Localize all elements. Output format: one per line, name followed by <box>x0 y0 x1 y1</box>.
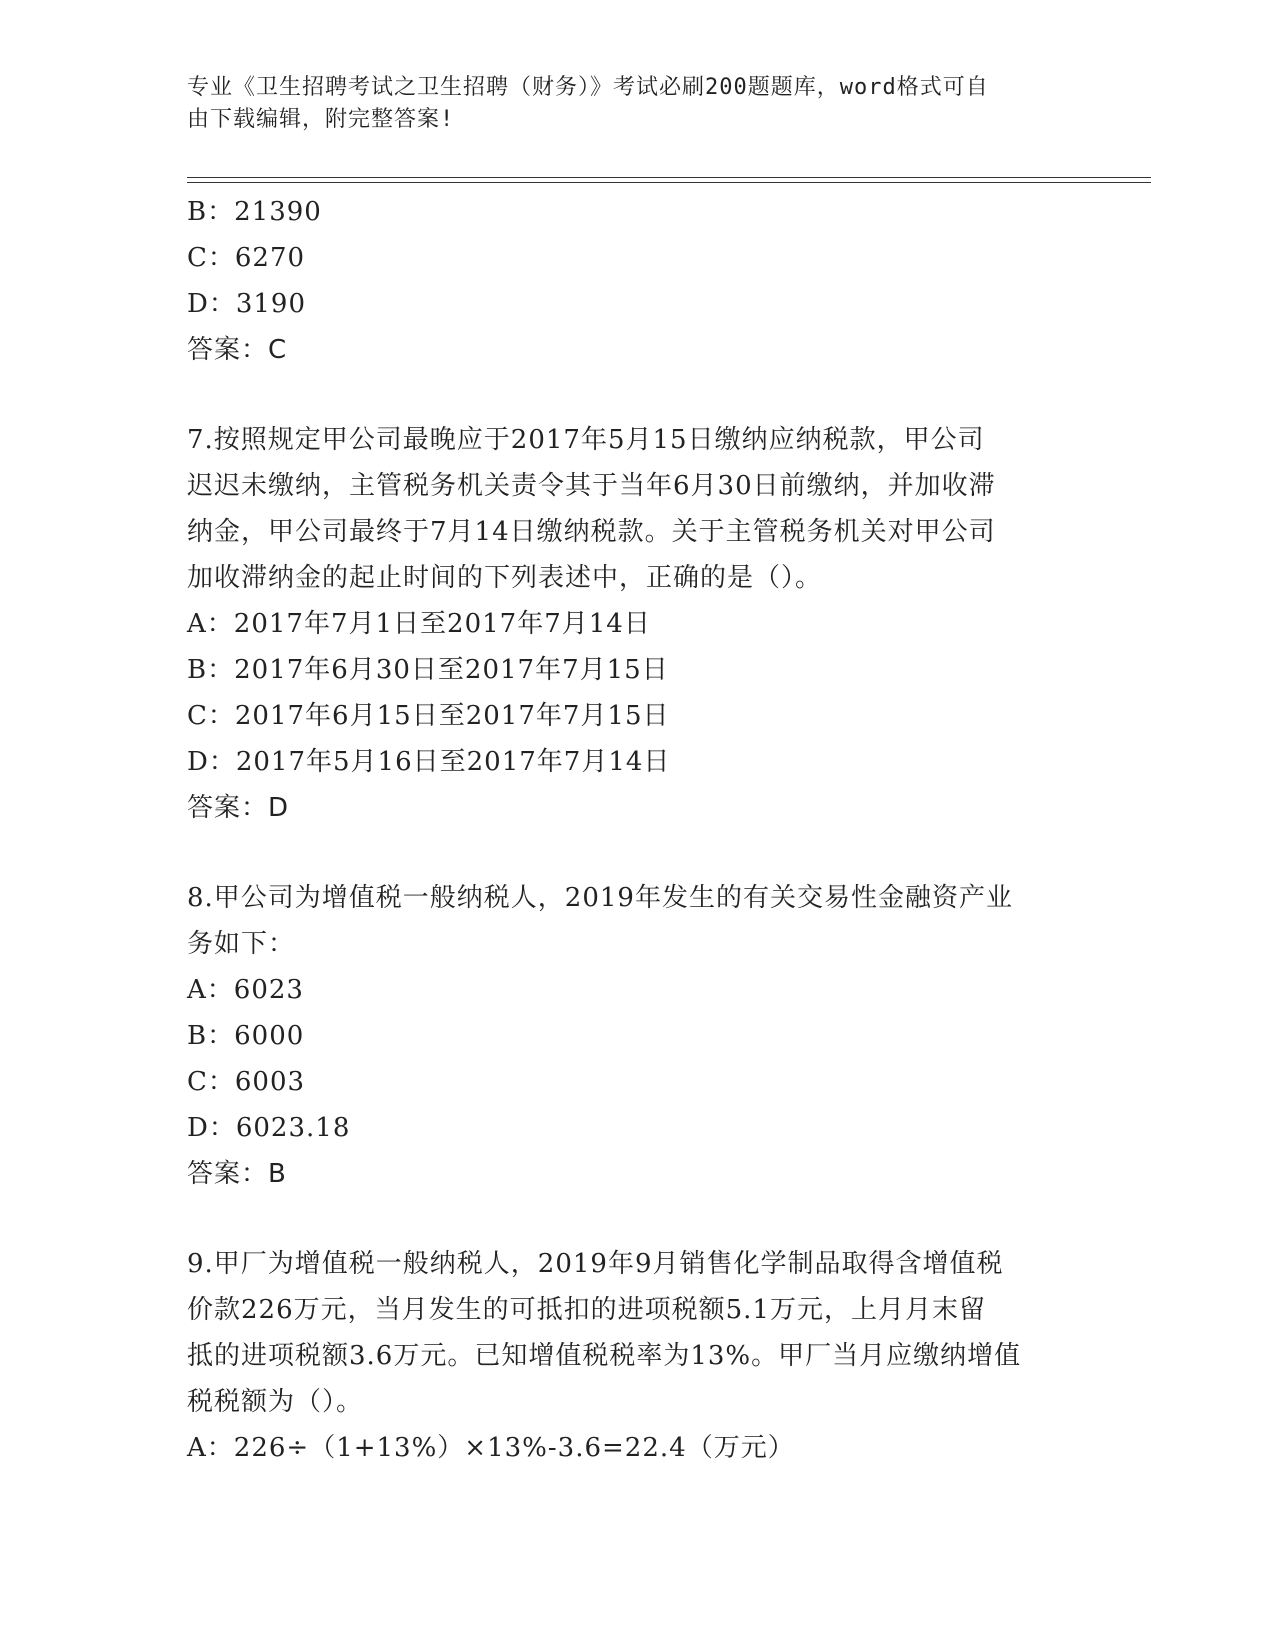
question-stem-line: 加收滞纳金的起止时间的下列表述中，正确的是（）。 <box>187 563 823 593</box>
option-b: B：6000 <box>187 1021 305 1051</box>
question-8 <box>187 875 1087 1197</box>
header-rule-top <box>187 177 1151 178</box>
option-b: B：21390 <box>187 197 322 227</box>
question-stem-line: 务如下： <box>187 929 296 959</box>
question-stem-line: 价款226万元，当月发生的可抵扣的进项税额5.1万元，上月月末留 <box>187 1295 986 1325</box>
option-c: C：6003 <box>187 1067 306 1097</box>
answer-line: 答案：D <box>187 793 290 823</box>
question-stem-line: 8.甲公司为增值税一般纳税人，2019年发生的有关交易性金融资产业 <box>187 883 1013 913</box>
question-stem-line: 7.按照规定甲公司最晚应于2017年5月15日缴纳应纳税款，甲公司 <box>187 425 985 455</box>
header-line-1: 专业《卫生招聘考试之卫生招聘（财务）》考试必刷200题题库，word格式可自 <box>187 75 989 100</box>
option-b: B：2017年6月30日至2017年7月15日 <box>187 655 669 685</box>
option-a: A：226÷（1+13%）×13%-3.6=22.4（万元） <box>187 1433 795 1463</box>
option-d: D：3190 <box>187 289 307 319</box>
spacer <box>187 831 1087 875</box>
question-stem-line: 迟迟未缴纳，主管税务机关责令其于当年6月30日前缴纳，并加收滞 <box>187 471 996 501</box>
option-c: C：2017年6月15日至2017年7月15日 <box>187 701 670 731</box>
question-stem-line: 税税额为（）。 <box>187 1387 364 1417</box>
document-body <box>187 189 1087 1471</box>
option-d: D：6023.18 <box>187 1113 351 1143</box>
document-header <box>187 72 1067 136</box>
question-stem-line: 抵的进项税额3.6万元。已知增值税税率为13%。甲厂当月应缴纳增值 <box>187 1341 1022 1371</box>
option-d: D：2017年5月16日至2017年7月14日 <box>187 747 671 777</box>
question-9 <box>187 1241 1087 1471</box>
option-c: C：6270 <box>187 243 306 273</box>
header-line-2: 由下载编辑，附完整答案! <box>187 107 455 132</box>
question-stem-line: 纳金，甲公司最终于7月14日缴纳税款。关于主管税务机关对甲公司 <box>187 517 996 547</box>
option-a: A：2017年7月1日至2017年7月14日 <box>187 609 651 639</box>
answer-line: 答案：B <box>187 1159 287 1189</box>
question-6-continued <box>187 189 1087 373</box>
spacer <box>187 1197 1087 1241</box>
answer-line: 答案：C <box>187 335 288 365</box>
header-rule-bottom <box>187 182 1151 183</box>
spacer <box>187 373 1087 417</box>
question-stem-line: 9.甲厂为增值税一般纳税人，2019年9月销售化学制品取得含增值税 <box>187 1249 1004 1279</box>
question-7 <box>187 417 1087 831</box>
option-a: A：6023 <box>187 975 304 1005</box>
